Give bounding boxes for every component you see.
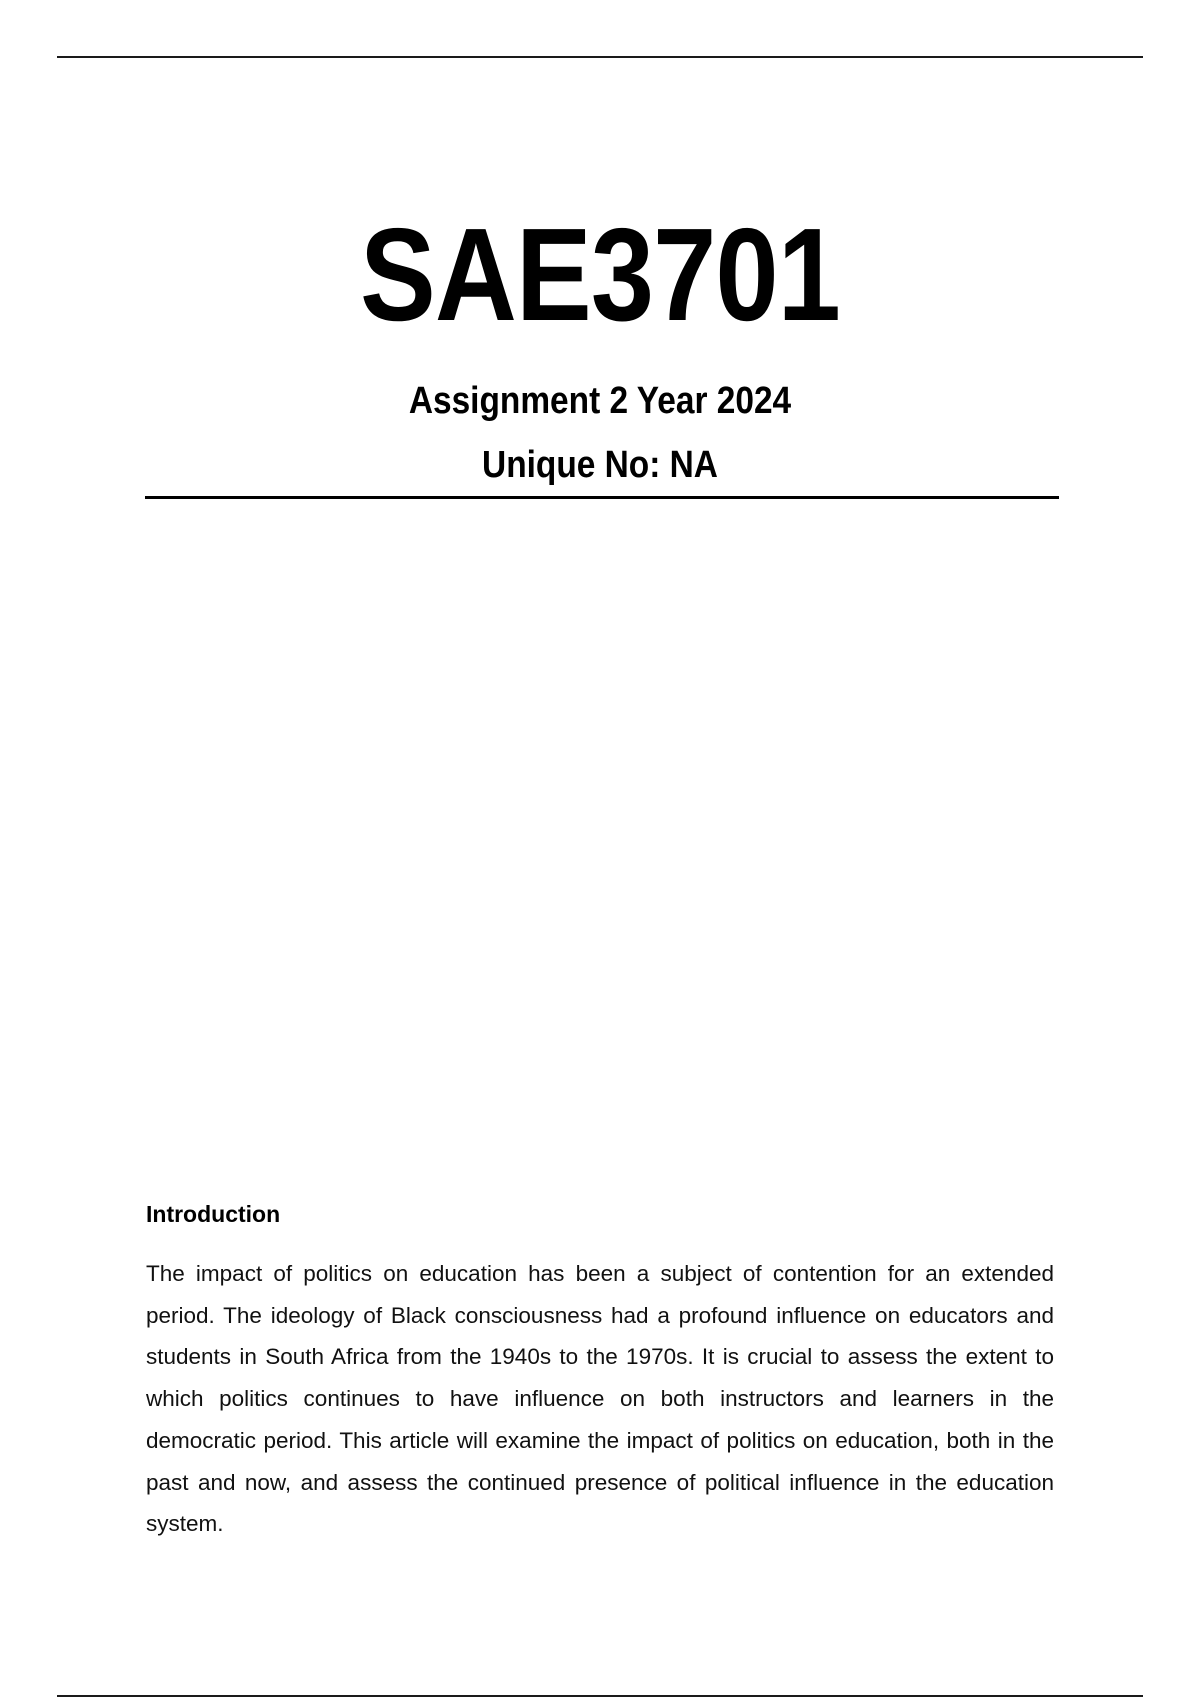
introduction-paragraph: The impact of politics on education has been a subject of contention for an extended period. The ideology of Black consciousness had a profound influence on educators and students in South Africa from the 1940s to the 1970s. It is crucial to assess the extent to which politics continues to have influence on both instructors and learners in the democratic period. This article will examine the impact of politics on education, both in the past and now, and assess the continued presence of political influence in the education system. xyxy=(146,1261,1054,1537)
course-code-title: SAE3701 xyxy=(360,201,840,348)
assignment-subtitle: Assignment 2 Year 2024 xyxy=(408,380,792,422)
title-divider xyxy=(145,496,1059,499)
section-heading-introduction: Introduction xyxy=(146,1201,281,1227)
bottom-rule xyxy=(57,1695,1143,1697)
top-rule xyxy=(57,56,1143,58)
unique-number: Unique No: NA xyxy=(482,444,718,486)
